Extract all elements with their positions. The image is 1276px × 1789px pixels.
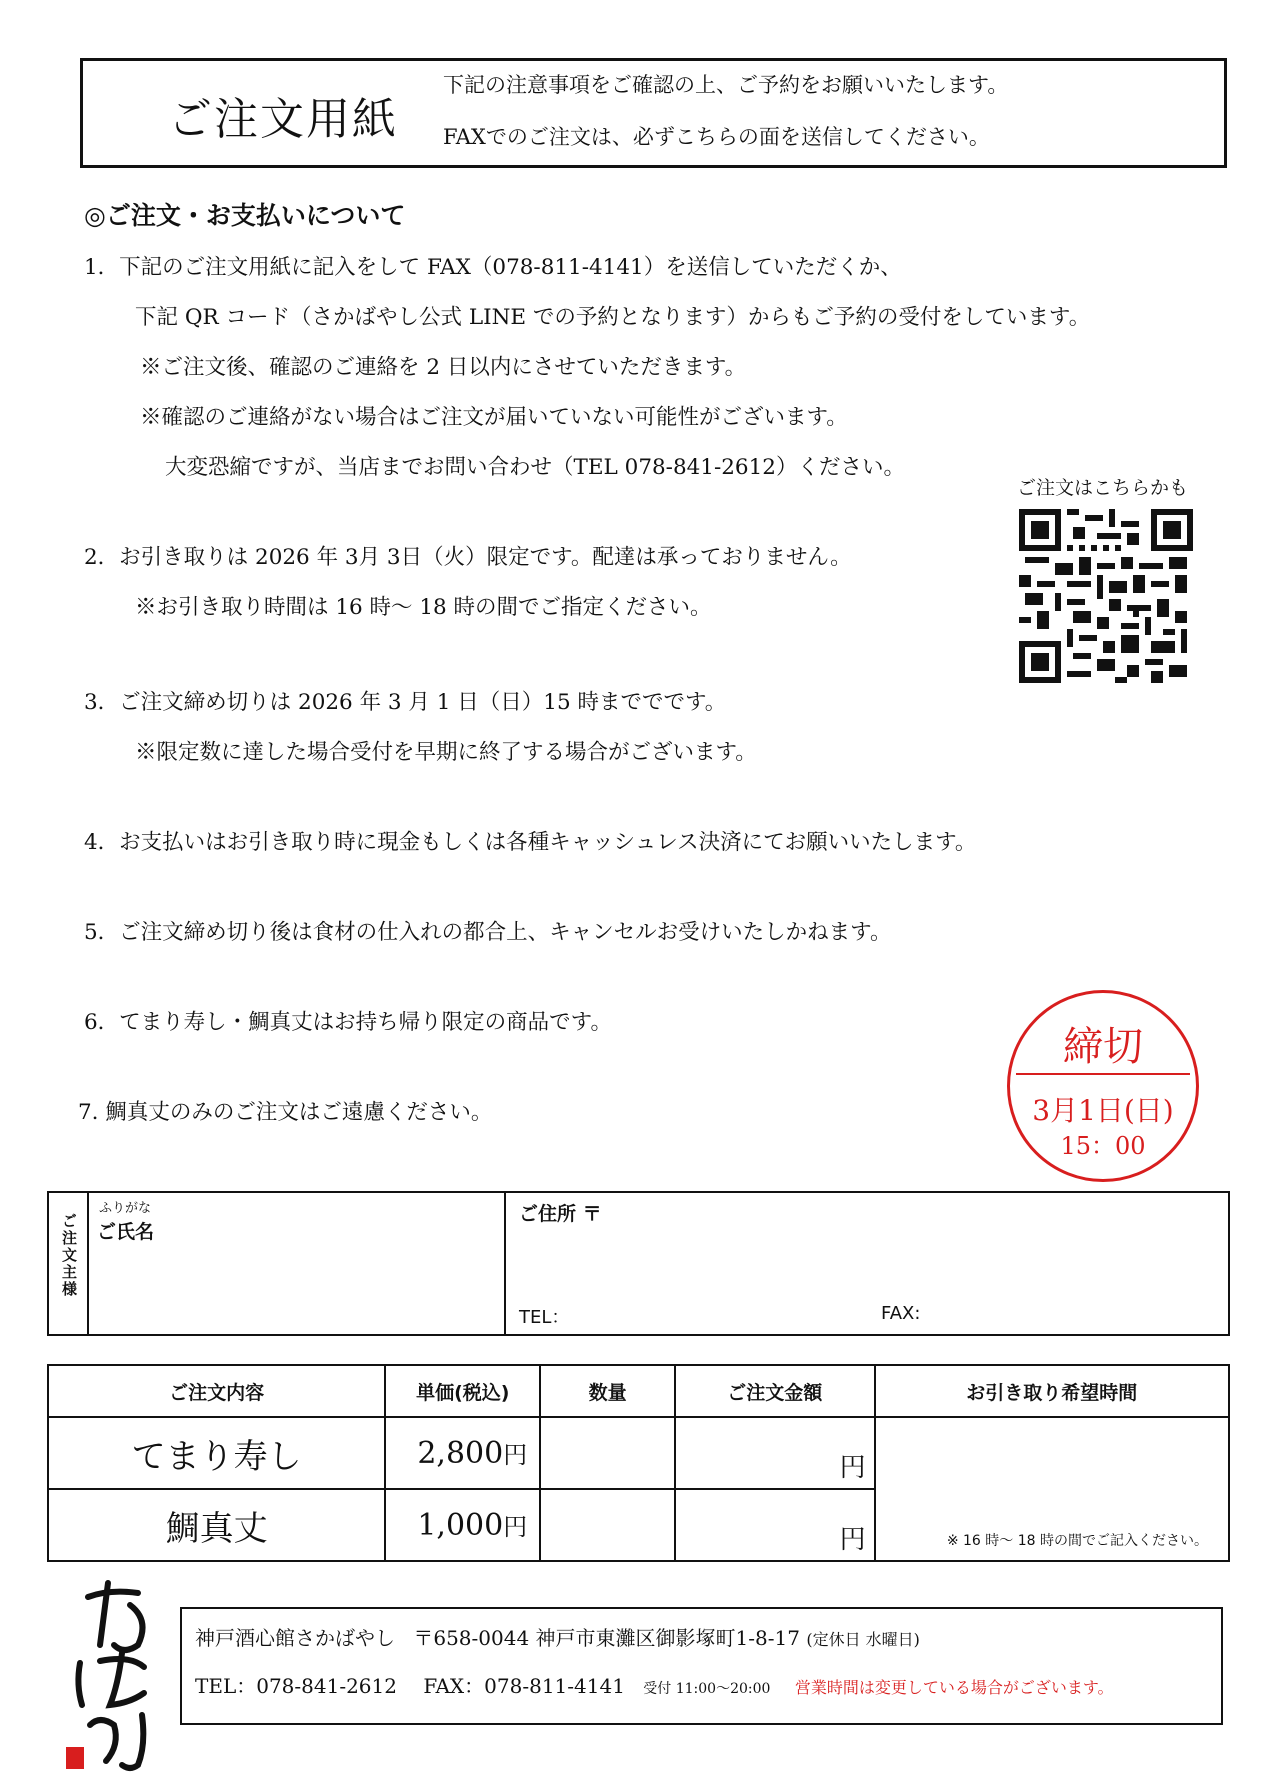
item-7: 7. 鯛真丈のみのご注文はご遠慮ください。 — [78, 1100, 493, 1125]
header-unit-price: 単価(税込) — [385, 1365, 540, 1417]
item-2-line-1: 2．お引き取りは 2026 年 3月 3日（火）限定です。配達は承っておりません。 — [84, 545, 852, 570]
item-5: 5．ご注文締め切り後は食材の仕入れの都合上、キャンセルお受けいたしかねます。 — [84, 920, 892, 945]
shop-holiday: (定休日 水曜日) — [806, 1630, 920, 1649]
item-1-line-3: ※ご注文後、確認のご連絡を 2 日以内にさせていただきます。 — [140, 355, 747, 380]
deadline-stamp — [1007, 990, 1199, 1182]
item-6: 6．てまり寿し・鯛真丈はお持ち帰り限定の商品です。 — [84, 1010, 612, 1035]
tel-label: TEL： — [519, 1307, 570, 1328]
section-heading: ◎ご注文・お支払いについて — [84, 201, 406, 230]
price-yen: 円 — [503, 1441, 528, 1469]
item-2-line-2: ※お引き取り時間は 16 時～ 18 時の間でご指定ください。 — [135, 595, 712, 620]
item-1-line-4: ※確認のご連絡がない場合はご注文が届いていない可能性がございます。 — [140, 405, 848, 430]
unit-price — [385, 1417, 540, 1489]
name-field[interactable] — [229, 1203, 489, 1323]
amount-yen: 円 — [839, 1453, 866, 1483]
quantity-field[interactable] — [540, 1489, 675, 1561]
fax-field[interactable] — [934, 1293, 1224, 1331]
footer-line-2 — [195, 1670, 1114, 1699]
order-table-header-row — [48, 1365, 1229, 1417]
item-4: 4．お支払いはお引き取り時に現金もしくは各種キャッシュレス決済にてお願いいたします。 — [84, 830, 977, 855]
item-1-line-2: 下記 QR コード（さかばやし公式 LINE での予約となります）からもご予約の受付をしています。 — [135, 305, 1091, 330]
customer-divider — [504, 1193, 506, 1334]
stamp-title: 締切 — [1063, 1024, 1143, 1070]
product-name: 鯛真丈 — [48, 1489, 385, 1561]
item-1-line-1: 1．下記のご注文用紙に記入をして FAX（078-811-4141）を送信していただくか、 — [84, 255, 902, 280]
header-order-amount: ご注文金額 — [675, 1365, 875, 1417]
shop-address: 〒658-0044 神戸市東灘区御影塚町1-8-17 — [413, 1626, 800, 1650]
header-note-1: 下記の注意事項をご確認の上、ご予約をお願いいたします。 — [443, 73, 1009, 97]
product-name: てまり寿し — [48, 1417, 385, 1489]
header-order-content: ご注文内容 — [48, 1365, 385, 1417]
shop-fax: FAX：078-811-4141 — [423, 1674, 625, 1698]
pickup-time-field[interactable] — [875, 1417, 1229, 1561]
shop-logo — [60, 1575, 170, 1775]
furigana-label: ふりがな — [99, 1201, 152, 1216]
unit-price — [385, 1489, 540, 1561]
stamp-time: 15：00 — [1060, 1132, 1146, 1160]
hours-notice: 営業時間は変更している場合がございます。 — [794, 1678, 1114, 1697]
amount-field[interactable] — [675, 1489, 875, 1561]
amount-field[interactable] — [675, 1417, 875, 1489]
item-3-line-2: ※限定数に達した場合受付を早期に終了する場合がございます。 — [135, 740, 757, 765]
quantity-field[interactable] — [540, 1417, 675, 1489]
item-1-line-5: 大変恐縮ですが、当店までお問い合わせ（TEL 078-841-2612）ください。 — [165, 455, 905, 480]
tel-field[interactable] — [589, 1293, 909, 1331]
stamp-divider — [1016, 1073, 1190, 1075]
price-yen: 円 — [503, 1513, 528, 1541]
pickup-note: ※ 16 時～ 18 時の間でご記入ください。 — [946, 1533, 1208, 1549]
shop-hours: 受付 11:00～20:00 — [643, 1681, 771, 1697]
order-table — [47, 1364, 1230, 1562]
footer-line-1 — [195, 1622, 920, 1651]
header-box — [80, 58, 1227, 168]
table-row — [48, 1417, 1229, 1489]
price-value: 2,800 — [417, 1436, 504, 1471]
shop-name: 神戸酒心館さかばやし — [195, 1626, 395, 1650]
stamp-date: 3月1日(日) — [1032, 1094, 1174, 1127]
header-note-2: FAXでのご注文は、必ずこちらの面を送信してください。 — [443, 125, 990, 149]
header-quantity: 数量 — [540, 1365, 675, 1417]
fax-label: FAX: — [881, 1303, 921, 1324]
price-value: 1,000 — [417, 1508, 504, 1543]
name-label: ご氏名 — [97, 1221, 155, 1243]
customer-box — [47, 1191, 1230, 1336]
customer-side-label-cell — [49, 1193, 89, 1334]
shop-tel: TEL：078-841-2612 — [195, 1674, 397, 1698]
qr-caption: ご注文はこちらかも — [1017, 477, 1189, 499]
amount-yen: 円 — [839, 1525, 866, 1555]
qr-code[interactable] — [1019, 509, 1193, 683]
item-3-line-1: 3．ご注文締め切りは 2026 年 3 月 1 日（日）15 時まででです。 — [84, 690, 727, 715]
header-pickup-time: お引き取り希望時間 — [875, 1365, 1229, 1417]
address-field[interactable] — [649, 1199, 1209, 1279]
customer-side-label: ご注文主様 — [60, 1213, 78, 1298]
form-title: ご注文用紙 — [168, 94, 398, 145]
address-label: ご住所 〒 — [519, 1203, 602, 1225]
